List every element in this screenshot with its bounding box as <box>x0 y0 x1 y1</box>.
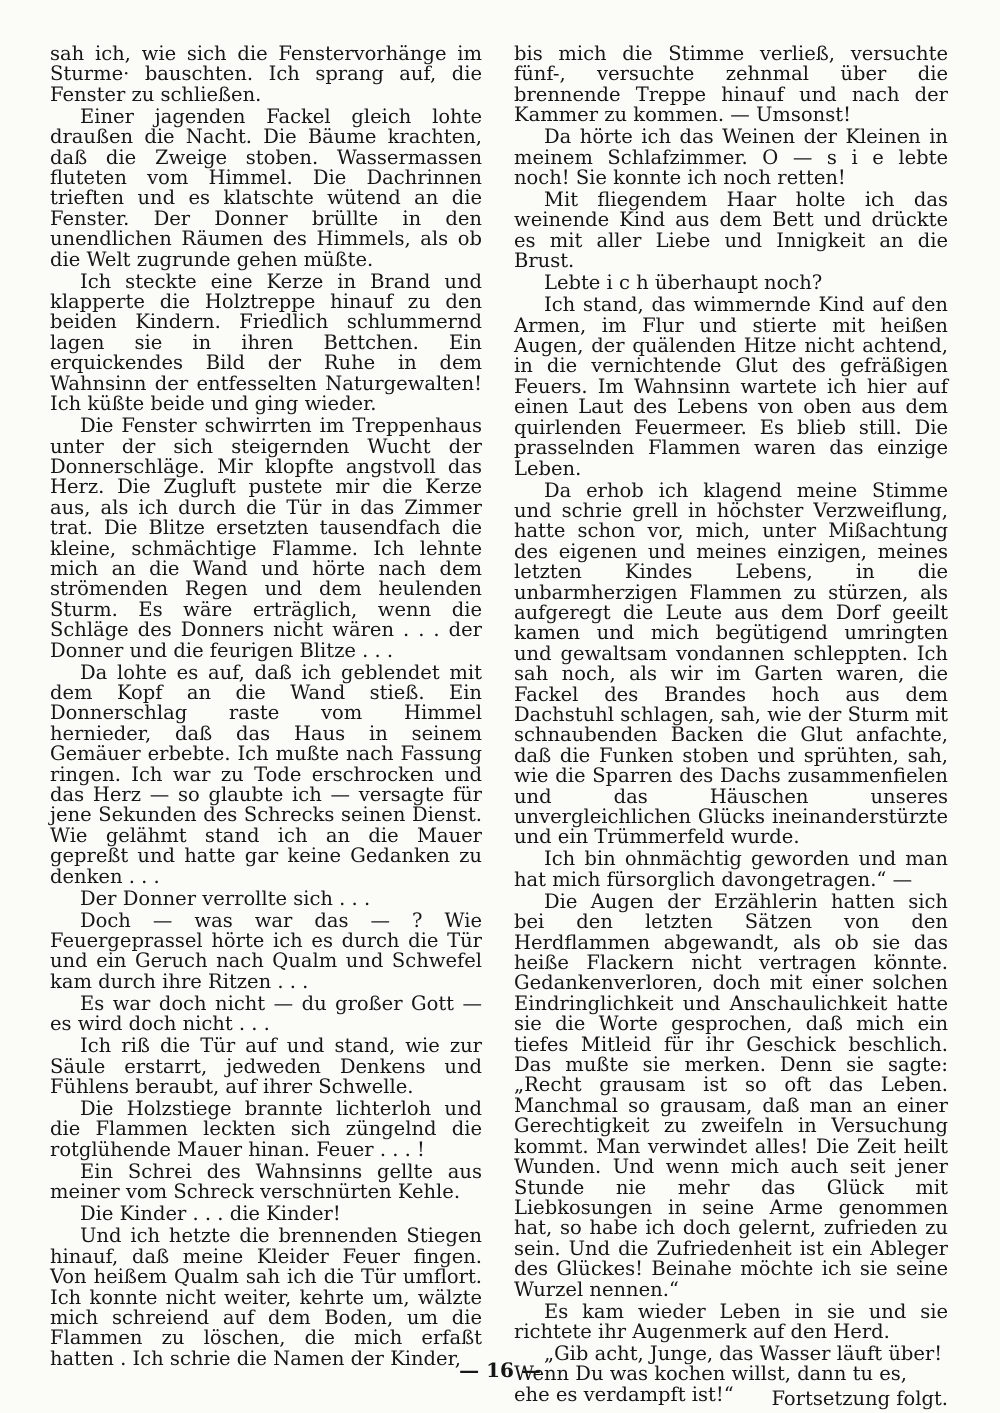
paragraph: Ich bin ohnmächtig geworden und man hat mich fürsorglich davongetragen.“ — <box>514 847 948 891</box>
paragraph: Die Augen der Erzählerin hatten sich bei den letzten Sätzen von den Herdflammen abgewandt, als ob sie das heiße Flackern nicht vertragen könnte. Gedankenverloren, doch mit einer solchen Eindringlichkeit und Anschaulichkeit hatte sie die Worte gesprochen, daß mich ein tiefes Mitleid für ihr Geschick beschlich. Das mußte sie merken. Denn sie sagte: „Recht grausam ist so oft das Leben. Manchmal so grausam, daß man an einer Gerechtigkeit zu zweifeln in Versuchung kommt. Man verwindet alles! Die Zeit heilt Wunden. Und wenn mich auch seit jener Stunde nie mehr das Glück mit Liebkosungen in seine Arme genommen hat, so habe ich doch gelernt, zufrieden zu sein. Und die Zufriedenheit ist ein Ableger des Glückes! Beinahe möchte ich sie seine Wurzel nennen.“ <box>514 889 948 1301</box>
paragraph: Mit fliegendem Haar holte ich das weinende Kind aus dem Bett und drückte es mit aller Liebe und Innigkeit an die Brust. <box>514 188 948 273</box>
paragraph: Es war doch nicht — du großer Gott — es wird doch nicht . . . <box>50 991 482 1036</box>
paragraph: sah ich, wie sich die Fenstervorhänge im Sturme· bauschten. Ich sprang auf, die Fenster zu schließen. <box>50 42 482 106</box>
paragraph: Es kam wieder Leben in sie und sie richtete ihr Augenmerk auf den Herd. <box>514 1299 948 1343</box>
left-column <box>50 44 482 1371</box>
paragraph: Da hörte ich das Weinen der Kleinen in meinem Schlafzimmer. O — s i e lebte noch! Sie konnte ich noch retten! <box>514 125 948 190</box>
paragraph: Die Fenster schwirrten im Treppenhaus unter der sich steigernden Wucht der Donnerschläge. Mir klopfte angstvoll das Herz. Die Zugluft pustete mir die Kerze aus, als ich durch die Tür in das Zimmer trat. Die Blitze ersetzten tausendfach die kleine, schmächtige Flamme. Ich lehnte mich an die Wand und hörte nach dem strömenden Regen und dem heulenden Sturm. Es wäre erträglich, wenn die Schläge des Donners nicht wären . . . der Donner und die feurigen Blitze . . . <box>50 414 482 662</box>
paragraph: bis mich die Stimme verließ, versuchte fünf-, versuchte zehnmal über die brennende Treppe hinauf und nach der Kammer zu kommen. — Umsonst! <box>514 42 948 127</box>
page-number: — 16 — <box>459 1358 541 1382</box>
paragraph: Ich stand, das wimmernde Kind auf den Armen, im Flur und stierte mit heißen Augen, der quälenden Hitze nicht achtend, in die vernichtende Glut des gefräßigen Feuers. Im Wahnsinn wartete ich hier auf einen Laut des Lebens von oben aus dem quirlenden Feuermeer. Es blieb still. Die prasselnden Flammen waren das einzige Leben. <box>514 293 948 480</box>
paragraph: Die Holzstiege brannte lichterloh und die Flammen leckten sich züngelnd die rotglühende Mauer hinan. Feuer . . . ! <box>50 1097 482 1161</box>
final-quote: „Gib acht, Junge, das Wasser läuft über! Wenn Du was kochen willst, dann tu es, ehe es verdampft ist!“ <box>514 1341 943 1406</box>
paragraph: Ich steckte eine Kerze in Brand und klapperte die Holztreppe hinauf zu den beiden Kindern. Friedlich schlummernd lagen sie in ihren Bettchen. Ein erquickendes Bild der Ruhe in dem Wahnsinn der entfesselten Naturgewalten! Ich küßte beide und ging wieder. <box>50 269 482 416</box>
paragraph: Doch — was war das — ? Wie Feuergeprassel hörte ich es durch die Tür und ein Geruch nach Qualm und Schwefel kam durch ihre Ritzen . . . <box>50 908 482 993</box>
continuation-note: Fortsetzung folgt. <box>771 1386 948 1410</box>
paragraph: Ich riß die Tür auf und stand, wie zur Säule erstarrt, jedweden Denkens und Fühlens beraubt, auf ihrer Schwelle. <box>50 1034 482 1099</box>
paragraph: Da erhob ich klagend meine Stimme und schrie grell in höchster Verzweiflung, hatte schon vor, mich, unter Mißachtung des eigenen und meines einzigen, meines letzten Kindes Lebens, in die unbarmherzigen Flammen zu stürzen, als aufgeregt die Leute aus dem Dorf geeilt kamen und mich begütigend umringten und gewaltsam vondannen schleppten. Ich sah noch, als wir im Garten waren, die Fackel des Brandes hoch aus dem Dachstuhl schlagen, sah, wie der Sturm mit schnaubenden Backen die Glut anfachte, daß die Funken stoben und sprühten, sah, wie die Sparren des Dachs zusammenfielen und das Häuschen unseres unvergleichlichen Glücks ineinanderstürzte und ein Trümmerfeld wurde. <box>514 478 948 849</box>
paragraph: Ein Schrei des Wahnsinns gellte aus meiner vom Schreck verschnürten Kehle. <box>50 1159 482 1204</box>
paragraph: Und ich hetzte die brennenden Stiegen hinauf, daß meine Kleider Feuer fingen. Von heißem Qualm sah ich die Tür umflort. Ich konnte nicht weiter, kehrte um, wälzte mich schreiend auf dem Boden, um die Flammen zu löschen, die mich erfaßt hatten . Ich schrie die Namen der Kinder, <box>50 1224 482 1370</box>
paragraph: Einer jagenden Fackel gleich lohte draußen die Nacht. Die Bäume krachten, daß die Zweige stoben. Wassermassen fluteten vom Himmel. Die Dachrinnen trieften und es klatschte wütend an die Fenster. Der Donner brüllte in den unendlichen Räumen des Himmels, als ob die Welt zugrunde gehen müßte. <box>50 104 482 271</box>
paragraph: Da lohte es auf, daß ich geblendet mit dem Kopf an die Wand stieß. Ein Donnerschlag raste vom Himmel hernieder, daß das Haus in seinem Gemäuer erbebte. Ich mußte nach Fassung ringen. Ich war zu Tode erschrocken und das Herz — so glaubte ich — versagte für jene Sekunden des Schrecks seinen Dienst. Wie gelähmt stand ich an die Mauer gepreßt und hatte gar keine Gedanken zu denken . . . <box>50 660 482 888</box>
right-column <box>514 44 948 1409</box>
paragraph: Die Kinder . . . die Kinder! <box>80 1202 341 1226</box>
paragraph: Der Donner verrollte sich . . . <box>80 886 371 910</box>
paragraph: Lebte i c h überhaupt noch? <box>544 271 823 295</box>
